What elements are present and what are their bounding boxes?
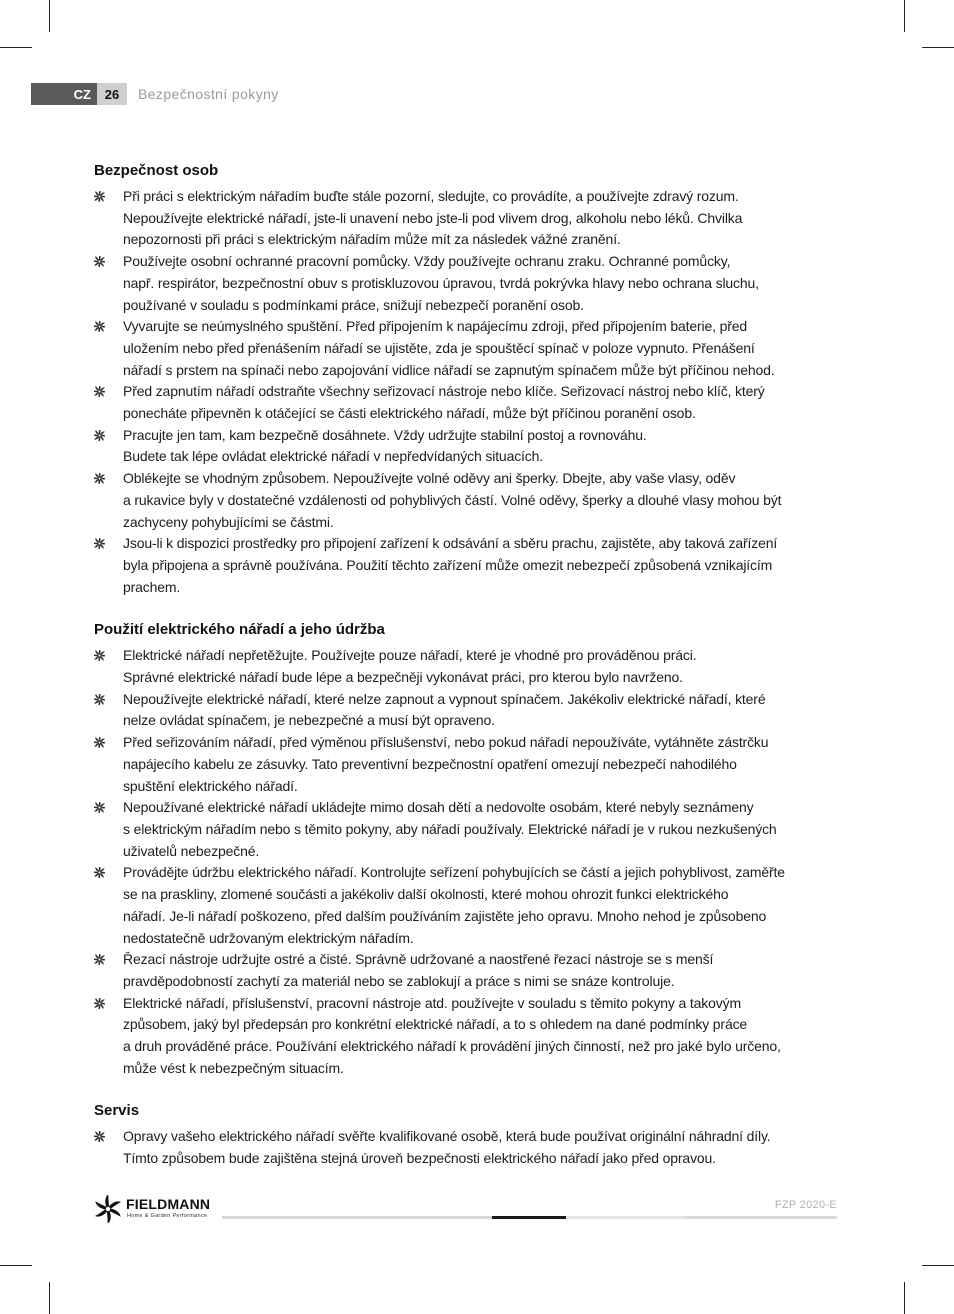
list-item bbox=[94, 862, 839, 949]
fan-bullet-icon bbox=[94, 802, 105, 813]
fan-bullet-icon bbox=[94, 191, 105, 202]
list-item bbox=[94, 732, 839, 797]
bullet-list bbox=[94, 1126, 839, 1169]
text-line: Oblékejte se vhodným způsobem. Nepoužívejte volné oděvy ani šperky. Dbejte, aby vaše vlasy, oděv bbox=[123, 470, 736, 487]
fan-bullet-icon bbox=[94, 430, 105, 441]
crop-mark bbox=[0, 47, 32, 48]
text-line: Provádějte údržbu elektrického nářadí. Kontrolujte seřízení pohybujících se částí a jejich pohyblivost, zaměřte bbox=[123, 864, 785, 881]
list-item bbox=[94, 949, 839, 992]
list-item bbox=[94, 993, 839, 1080]
text-line: Řezací nástroje udržujte ostré a čisté. Správně udržované a naostřené řezací nástroje se s menší bbox=[123, 951, 714, 968]
text-line: zachyceny pohybujícími se částmi. bbox=[123, 513, 334, 530]
fan-bullet-icon bbox=[94, 1131, 105, 1142]
fan-logo-icon bbox=[94, 1195, 122, 1223]
bullet-list bbox=[94, 645, 839, 1079]
list-item bbox=[94, 645, 839, 688]
fan-bullet-icon bbox=[94, 694, 105, 705]
text-line: s elektrickým nářadím nebo s těmito pokyny, aby nářadí používaly. Elektrické nářadí je v rukou nezkušených bbox=[123, 820, 777, 837]
fan-bullet-icon bbox=[94, 321, 105, 332]
list-item bbox=[94, 797, 839, 862]
text-line: způsobem, jaký byl předepsán pro konkrétní elektrické nářadí, a to s ohledem na dané podmínky práce bbox=[123, 1016, 748, 1033]
brand-name: FIELDMANN bbox=[126, 1196, 211, 1212]
crop-mark bbox=[904, 1282, 905, 1314]
text-line: pravděpodobností zachytí za materiál nebo se zablokují a práce s nimi se snáze kontroluje. bbox=[123, 972, 675, 989]
list-item bbox=[94, 689, 839, 732]
list-item bbox=[94, 381, 839, 424]
text-line: napájecího kabelu ze zásuvky. Tato preventivní bezpečnostní opatření omezují nebezpečí nahodilého bbox=[123, 755, 737, 772]
section bbox=[94, 159, 839, 598]
crop-mark bbox=[922, 1265, 954, 1266]
fan-bullet-icon bbox=[94, 867, 105, 878]
list-item bbox=[94, 251, 839, 316]
text-line: a druh prováděné práce. Používání elektrického nářadí k provádění jiných činností, než pro jaké bylo určeno, bbox=[123, 1038, 781, 1055]
text-line: Elektrické nářadí nepřetěžujte. Používejte pouze nářadí, které je vhodné pro prováděnou práci. bbox=[123, 647, 697, 664]
text-line: Elektrické nářadí, příslušenství, pracovní nástroje atd. používejte v souladu s těmito pokyny a takovým bbox=[123, 994, 741, 1011]
text-line: spuštění elektrického nářadí. bbox=[123, 777, 298, 794]
text-line: Budete tak lépe ovládat elektrické nářadí v nepředvídaných situacích. bbox=[123, 448, 544, 465]
crop-mark bbox=[922, 47, 954, 48]
section bbox=[94, 618, 839, 1079]
crop-mark bbox=[904, 0, 905, 32]
text-line: uživatelů nebezpečné. bbox=[123, 842, 260, 859]
text-line: Jsou-li k dispozici prostředky pro připojení zařízení k odsávání a sběru prachu, zajistěte, aby taková zařízení bbox=[123, 535, 778, 552]
fan-bullet-icon bbox=[94, 737, 105, 748]
text-line: Opravy vašeho elektrického nářadí svěřte kvalifikované osobě, která bude používat originální náhradní díly. bbox=[123, 1128, 771, 1145]
section-title: Použití elektrického nářadí a jeho údržba bbox=[94, 621, 385, 639]
crop-mark bbox=[49, 1282, 50, 1314]
text-line: Používejte osobní ochranné pracovní pomůcky. Vždy používejte ochranu zraku. Ochranné pomůcky, bbox=[123, 253, 731, 270]
footer-divider-light bbox=[566, 1216, 684, 1219]
fan-bullet-icon bbox=[94, 256, 105, 267]
fan-bullet-icon bbox=[94, 998, 105, 1009]
text-line: např. respirátor, bezpečnostní obuv s protiskluzovou úpravou, tvrdá pokrývka hlavy nebo ochrana sluchu, bbox=[123, 274, 759, 291]
page-footer bbox=[94, 1193, 837, 1225]
text-line: nedostatečně udržovaným elektrickým nářadím. bbox=[123, 929, 414, 946]
page-header-title: Bezpečnostní pokyny bbox=[138, 86, 279, 102]
text-line: nepozornosti při práci s elektrickým nářadím může mít za následek vážné zranění. bbox=[123, 231, 621, 248]
text-line: prachem. bbox=[123, 578, 181, 595]
footer-divider-light bbox=[684, 1216, 837, 1219]
page-number: 26 bbox=[97, 83, 127, 105]
list-item bbox=[94, 468, 839, 533]
fan-bullet-icon bbox=[94, 650, 105, 661]
list-item bbox=[94, 425, 839, 468]
page-header bbox=[31, 83, 279, 105]
bullet-list bbox=[94, 186, 839, 598]
text-line: uložením nebo před přenášením nářadí se ujistěte, zda je spouštěcí spínač v poloze vypnuto. Přenášení bbox=[123, 339, 755, 356]
footer-divider-light bbox=[222, 1216, 492, 1219]
text-line: Tímto způsobem bude zajištěna stejná úroveň bezpečnosti elektrického nářadí jako před opravou. bbox=[123, 1150, 716, 1167]
text-line: může vést k nebezpečným situacím. bbox=[123, 1059, 344, 1076]
section-title: Bezpečnost osob bbox=[94, 162, 219, 179]
text-line: Před zapnutím nářadí odstraňte všechny seřizovací nástroje nebo klíče. Seřizovací nástroj nebo klíč, který bbox=[123, 383, 765, 400]
text-line: Pracujte jen tam, kam bezpečně dosáhnete. Vždy udržujte stabilní postoj a rovnováhu. bbox=[123, 426, 647, 443]
text-line: se na praskliny, zlomené součásti a jakékoliv další okolnosti, které mohou ohrozit funkci elektrického bbox=[123, 886, 729, 903]
text-line: nářadí. Je-li nářadí poškozeno, před dalším používáním zajistěte jeho opravu. Mnoho nehod je způsobeno bbox=[123, 907, 767, 924]
fieldmann-logo bbox=[94, 1193, 222, 1225]
section-title: Servis bbox=[94, 1102, 140, 1120]
text-line: byla připojena a správně používána. Použití těchto zařízení může omezit nebezpečí způsobená vznikajícím bbox=[123, 556, 773, 573]
list-item bbox=[94, 316, 839, 381]
fan-bullet-icon bbox=[94, 386, 105, 397]
list-item bbox=[94, 1126, 839, 1169]
text-line: nelze ovládat spínačem, je nebezpečné a musí být opraveno. bbox=[123, 712, 495, 729]
model-number: FZP 2020-E bbox=[774, 1199, 837, 1211]
text-line: Nepoužívané elektrické nářadí ukládejte mimo dosah dětí a nedovolte osobám, které nebyly seznámeny bbox=[123, 799, 754, 816]
text-line: nářadí s prstem na spínači nebo zapojování vidlice nářadí se zapnutým spínačem může být příčinou nehod. bbox=[123, 361, 775, 378]
fan-bullet-icon bbox=[94, 473, 105, 484]
text-line: Před seřizováním nářadí, před výměnou příslušenství, nebo pokud nářadí nepoužíváte, vytáhněte zástrčku bbox=[123, 734, 769, 751]
text-line: Vyvarujte se neúmyslného spuštění. Před připojením k napájecímu zdroji, před připojením baterie, před bbox=[123, 318, 748, 335]
text-line: Při práci s elektrickým nářadím buďte stále pozorní, sledujte, co provádíte, a používejte zdravý rozum. bbox=[123, 188, 739, 204]
crop-mark bbox=[49, 0, 50, 32]
crop-mark bbox=[0, 1265, 32, 1266]
text-line: Nepoužívejte elektrické nářadí, které nelze zapnout a vypnout spínačem. Jakékoliv elektrické nářadí, které bbox=[123, 690, 766, 707]
text-line: používané v souladu s podmínkami práce, snižují nebezpečí poranění osob. bbox=[123, 296, 584, 313]
footer-divider-dark bbox=[492, 1216, 566, 1219]
fan-bullet-icon bbox=[94, 954, 105, 965]
list-item bbox=[94, 533, 839, 598]
text-line: Správné elektrické nářadí bude lépe a bezpečněji vykonávat práci, pro kterou bylo navrženo. bbox=[123, 669, 683, 686]
section bbox=[94, 1099, 839, 1169]
language-code: CZ bbox=[31, 83, 97, 105]
list-item bbox=[94, 186, 839, 251]
text-line: Nepoužívejte elektrické nářadí, jste-li unavení nebo jste-li pod vlivem drog, alkoholu nebo léků. Chvilka bbox=[123, 209, 743, 226]
main-content bbox=[94, 159, 839, 1170]
text-line: a rukavice byly v dostatečné vzdálenosti od pohyblivých částí. Volné oděvy, šperky a dlouhé vlasy mohou být bbox=[123, 491, 782, 508]
fan-bullet-icon bbox=[94, 538, 105, 549]
text-line: ponecháte připevněn k otáčející se části elektrického nářadí, může být příčinou poranění osob. bbox=[123, 405, 696, 422]
brand-tagline: Home & Garden Performance bbox=[127, 1213, 208, 1219]
